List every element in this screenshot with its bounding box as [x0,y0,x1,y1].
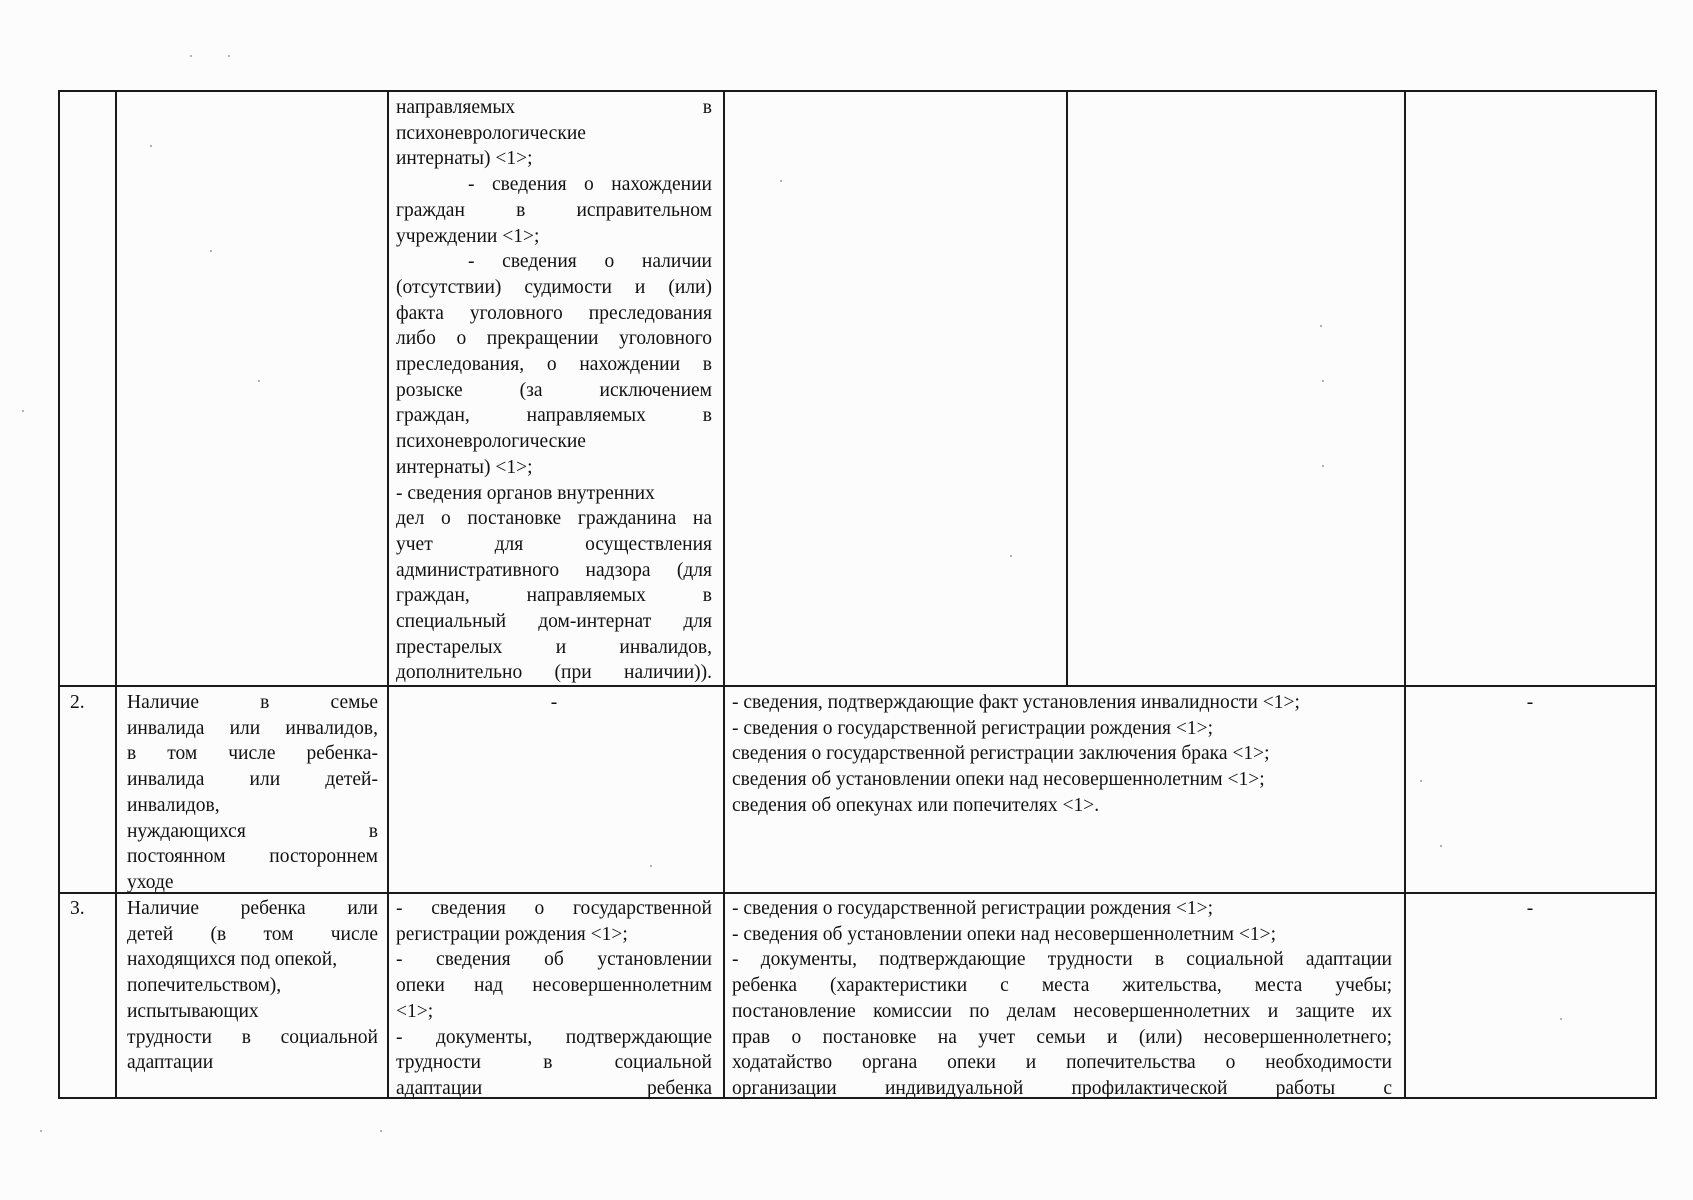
scan-speck [258,380,260,382]
column-divider-2 [387,90,389,1099]
row1-documents-cell [396,95,712,686]
scan-speck [190,55,192,57]
row3-own-line-2: регистрации рождения <1>; [396,923,628,945]
row1-line-5: граждан в исправительном [396,199,712,221]
row1-line-11: преследования, о нахождении в [396,354,712,376]
row1-line-20: граждан, направляемых в [396,585,712,607]
row2-doc-line-5: сведения об опекунах или попечителях <1>. [732,794,1100,816]
column-divider-1 [115,90,117,1099]
row2-criterion-line-2: инвалида или инвалидов, [127,717,378,739]
row3-own-line-3: - сведения об установлении [396,949,712,971]
row2-criterion-line-3: в том числе ребенка- [127,743,378,765]
row1-line-1: направляемых в [396,97,712,118]
row3-own-line-6: - документы, подтверждающие [396,1026,712,1048]
row3-criterion-cell [127,896,378,1076]
row1-line-10: либо о прекращении уголовного [396,328,712,350]
row1-line-18: учет для осуществления [396,533,712,555]
row3-number-text: 3. [70,898,85,919]
scan-speck [1322,465,1324,467]
scan-speck [150,145,152,147]
row2-criterion-line-1: Наличие в семье [127,692,378,713]
row1-line-2: психоневрологические [396,122,586,144]
row1-line-6: учреждении <1>; [396,225,540,247]
row1-line-3: интернаты) <1>; [396,148,533,170]
row3-note-text: - [1526,898,1534,919]
row2-doc-line-2: - сведения о государственной регистрации рождения <1>; [732,717,1214,739]
row1-line-9: факта уголовного преследования [396,302,712,324]
row2-criterion-line-4: инвалида или детей- [127,769,378,791]
scan-speck [650,865,652,867]
column-divider-3 [723,90,725,1099]
row1-line-21: специальный дом-интернат для [396,611,712,633]
scan-speck [1322,380,1324,382]
row2-doc-line-1: - сведения, подтверждающие факт установления инвалидности <1>; [732,692,1300,713]
row3-doc-line-4: ребенка (характеристики с места жительства, места учебы; [732,975,1392,997]
row1-line-12: розыске (за исключением [396,379,712,401]
row1-line-4: - сведения о нахождении [468,174,712,196]
row1-line-14: психоневрологические [396,431,586,453]
row3-doc-line-3: - документы, подтверждающие трудности в социальной адаптации [732,949,1392,971]
scan-speck [22,410,24,412]
row2-documents-interagency [732,690,1392,819]
row1-line-8: (отсутствии) судимости и (или) [396,276,712,298]
scan-speck [40,1130,42,1132]
row2-doc-line-4: сведения об установлении опеки над несовершеннолетним <1>; [732,769,1265,791]
row3-criterion-line-7: адаптации [127,1052,214,1074]
row3-doc-line-2: - сведения об установлении опеки над несовершеннолетним <1>; [732,923,1277,945]
row2-criterion-line-5: инвалидов, [127,794,220,816]
row3-criterion-line-4: попечительством), [127,975,282,997]
row3-criterion-line-3: находящихся под опекой, [127,949,338,971]
row3-doc-line-8: организации индивидуальной профилактической работы с [732,1077,1392,1099]
row2-criterion-line-6: нуждающихся в [127,820,378,842]
row2-criterion-cell [127,690,378,896]
row3-criterion-line-5: испытывающих [127,1000,259,1022]
row2-documents-own [396,690,712,716]
row1-line-15: интернаты) <1>; [396,456,533,478]
row1-line-7: - сведения о наличии [468,251,712,273]
table-border-top [58,90,1657,92]
row3-criterion-line-2: детей (в том числе [127,923,378,945]
table-border-right [1655,90,1657,1099]
row2-doc-line-3: сведения о государственной регистрации заключения брака <1>; [732,743,1270,765]
scan-speck [780,180,782,182]
row3-doc-line-1: - сведения о государственной регистрации рождения <1>; [732,898,1214,919]
scan-speck [1010,555,1012,557]
row2-number [70,690,110,716]
row3-documents-own [396,896,712,1102]
row1-line-16: - сведения органов внутренних [396,482,655,504]
column-divider-5 [1404,90,1406,1099]
row2-note [1412,690,1648,716]
column-divider-4 [1066,90,1068,686]
scan-speck [210,250,212,252]
row3-own-line-4: опеки над несовершеннолетним [396,975,712,997]
row2-criterion-line-7: постоянном постороннем [127,846,378,868]
row2-number-text: 2. [70,692,85,713]
row2-note-text: - [1526,692,1534,713]
row1-line-19: административного надзора (для [396,559,712,581]
scan-speck [1420,780,1422,782]
row3-documents-interagency [732,896,1392,1102]
row2-criterion-line-8: уходе [127,871,174,893]
row1-line-22: престарелых и инвалидов, [396,636,712,658]
row3-criterion-line-1: Наличие ребенка или [127,898,378,919]
row3-own-line-8: адаптации ребенка [396,1077,712,1099]
row3-own-line-7: трудности в социальной [396,1052,712,1074]
row1-line-13: граждан, направляемых в [396,405,712,427]
row3-own-line-5: <1>; [396,1000,434,1022]
row3-criterion-line-6: трудности в социальной [127,1026,378,1048]
table-border-left [58,90,60,1099]
scan-speck [380,1130,382,1132]
row3-number [70,896,110,922]
scan-speck [1320,325,1322,327]
row3-own-line-1: - сведения о государственной [396,898,712,919]
row-divider-1 [58,685,1657,687]
row3-doc-line-6: прав о постановке на учет семьи и (или) несовершеннолетнего; [732,1026,1392,1048]
row3-doc-line-5: постановление комиссии по делам несовершеннолетних и защите их [732,1000,1392,1022]
row1-line-23: дополнительно (при наличии)). [396,662,712,684]
row3-note [1412,896,1648,922]
scan-speck [1560,1018,1562,1020]
row3-doc-line-7: ходатайство органа опеки и попечительства о необходимости [732,1052,1392,1074]
scan-speck [1440,845,1442,847]
row2-documents-own-text: - [550,692,558,713]
scan-speck [228,55,230,57]
row1-line-17: дел о постановке гражданина на [396,508,712,530]
